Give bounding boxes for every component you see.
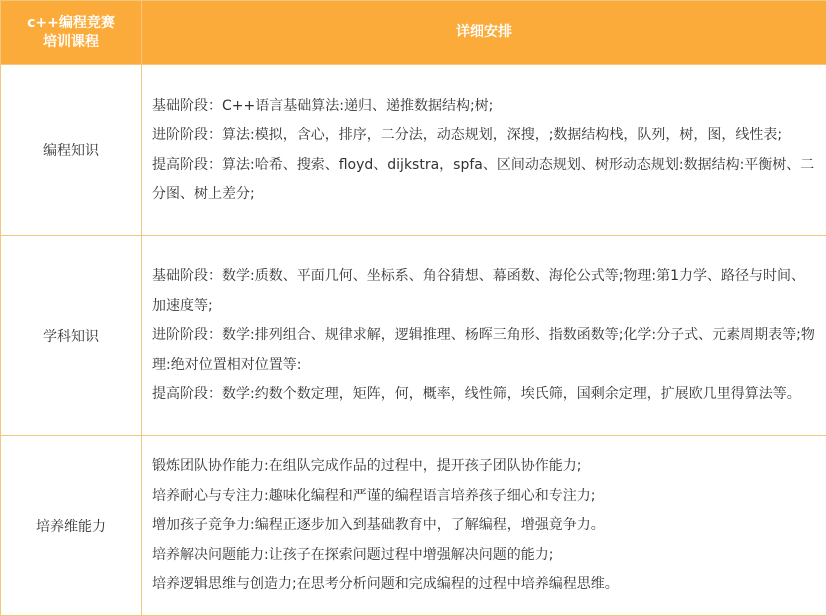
detail-line: 增加孩子竞争力:编程正逐步加入到基础教育中，了解编程，增强竟争力。 bbox=[152, 511, 818, 541]
row-detail-abilities bbox=[142, 436, 826, 616]
row-detail-programming bbox=[142, 65, 826, 236]
detail-line: 进阶阶段：算法:模拟，含心，排序，二分法，动态规划，深搜，;数据结构栈，队列，树，图，线性表; bbox=[152, 121, 818, 151]
detail-line: 培养耐心与专注力:趣味化编程和严谨的编程语言培养孩子细心和专注力; bbox=[152, 482, 818, 512]
row-label-programming: 编程知识 bbox=[1, 65, 142, 236]
table-row-subject bbox=[1, 236, 826, 436]
header-detail-title: 详细安排 bbox=[142, 1, 826, 65]
row-label-abilities: 培养维能力 bbox=[1, 436, 142, 616]
detail-line: 培养逻辑思维与创造力;在思考分析问题和完成编程的过程中培养编程思维。 bbox=[152, 570, 818, 600]
row-detail-subject bbox=[142, 236, 826, 436]
row-label-subject: 学科知识 bbox=[1, 236, 142, 436]
detail-line: 锻炼团队协作能力:在组队完成作品的过程中，提开孩子团队协作能力; bbox=[152, 452, 818, 482]
table-header-row bbox=[1, 1, 826, 65]
detail-line: 进阶阶段：数学:排列组合、规律求解，逻辑推理、杨晖三角形、指数函数等;化学:分子式、元素周期表等;物理:绝对位置相对位置等: bbox=[152, 321, 818, 380]
detail-line: 培养解决问题能力:让孩子在探索问题过程中增强解决问题的能力; bbox=[152, 541, 818, 571]
detail-line: 提高阶段：算法:哈希、搜索、floyd、dijkstra，spfa、区间动态规划、树形动态规划:数据结构:平衡树、二分图、树上差分; bbox=[152, 151, 818, 210]
table-row-abilities bbox=[1, 436, 826, 616]
detail-line: 基础阶段：数学:质数、平面几何、坐标系、角谷猜想、幕函数、海伦公式等;物理:第1力学、路径与时间、加速度等; bbox=[152, 262, 818, 321]
detail-line: 提高阶段：数学:约数个数定理，矩阵，何，概率，线性筛，埃氏筛，国剩余定理，扩展欧几里得算法等。 bbox=[152, 380, 818, 410]
table-row-programming bbox=[1, 65, 826, 236]
header-course-title: c++编程竞赛培训课程 bbox=[1, 1, 142, 65]
detail-line: 基础阶段：C++语言基础算法:递归、递推数据结构;树; bbox=[152, 92, 818, 122]
